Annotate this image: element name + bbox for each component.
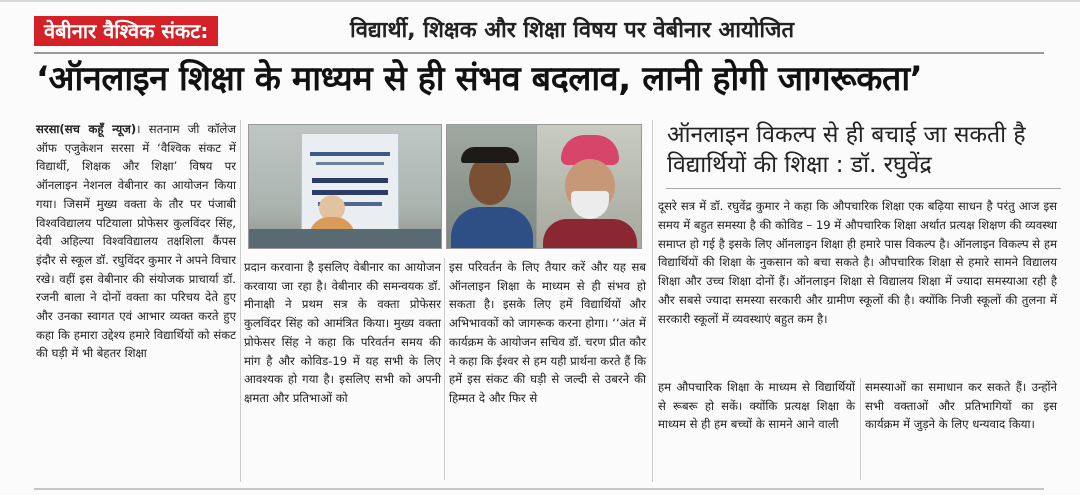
subheadline: विद्यार्थी, शिक्षक और शिक्षा विषय पर वेबीनार आयोजित — [350, 18, 794, 43]
column-divider — [860, 378, 861, 480]
column-divider — [240, 120, 241, 482]
video-participant-1 — [446, 124, 537, 249]
article-column-3: इस परिवर्तन के लिए तैयार करें और यह सब ऑनलाइन शिक्षा के माध्यम से ही संभव हो सकता है। इसके लिए हमें विद्यार्थियों और अभिभावकों को जागरूक करना होगा। ‘‘अंत में कार्यक्रम के आयोजन सचिव डॉ. चरण प्रीत कौर ने कहा कि ईश्वर से हम यही प्रार्थना करते हैं कि हमें इस संकट की घड़ी से जल्दी से उबरने की हिम्मत दे और फिर से — [449, 260, 646, 405]
main-headline: ‘ऑनलाइन शिक्षा के माध्यम से ही संभव बदलाव, लानी होगी जागरूकता’ — [36, 59, 923, 99]
kicker-label: वेबीनार वैश्विक संकट: — [34, 16, 218, 46]
webinar-screenshot-slide — [248, 124, 442, 249]
article-column-5: समस्याओं का समाधान कर सकते हैं। उन्होंने सभी वक्ताओं और प्रतिभागियों का इस कार्यक्रम में जुड़ने के लिए धन्यवाद किया। — [865, 380, 1057, 432]
participant-coat — [543, 219, 637, 248]
header-divider — [34, 52, 1044, 54]
stage-table — [249, 229, 441, 248]
top-border — [0, 0, 1080, 2]
beard — [571, 191, 609, 219]
participant-hair — [461, 147, 519, 163]
sidebar-headline: ऑनलाइन विकल्प से ही बचाई जा सकती है विद्यार्थियों की शिक्षा : डॉ. रघुवेंद्र — [667, 122, 1026, 178]
sidebar-rule — [666, 188, 1061, 189]
article-text-1: । सतनाम जी कॉलेज ऑफ एजुकेशन सरसा में ‘वैश्विक संकट में विद्यार्थी, शिक्षक और शिक्षा’ विषय पर ऑनलाइन नेशनल वेबीनार का आयोजन किया गया। जिसमें मुख्य वक्ता के तौर पर पंजाबी विश्वविद्यालय पटियाला प्रोफेसर कुलविंदर सिंह, देवी अहिल्या विश्वविद्यालय तक्षशिला कैंपस इंदौर से स्कूल डॉ. रघुविंदर कुमार ने अपने विचार रखे। वहीं इस वेबीनार की संयोजक प्राचार्या डॉ. रजनी बाला ने दोनों वक्ता का परिचय देते हुए और उनका स्वागत एवं आभार व्यक्त करते हुए कहा कि हमारा उद्देश्य हमारे विद्यार्थियों को संकट की घड़ी में भी बेहतर शिक्षा — [36, 122, 236, 361]
sidebar-body: दूसरे सत्र में डॉ. रघुवेंद्र कुमार ने कहा कि औपचारिक शिक्षा एक बढ़िया साधन है परंतु आज इस समय में बहुत समस्या है की कोविड – 19 में औपचारिक शिक्षा अर्थात प्रत्यक्ष शिक्षण की व्यवस्था समाप्त हो गई है इसके लिए ऑनलाइन शिक्षा ही हमारे पास विकल्प है। ऑनलाइन विकल्प से हम विद्यार्थियों की शिक्षा के नुकसान को बचा सकते है। औपचारिक शिक्षा से हमारे सामने विद्यालय शिक्षा और उच्च शिक्षा दोनों हैं। ऑनलाइन शिक्षा से विद्यालय शिक्षा में ज्यादा समस्याआ रही है और सबसे ज्यादा समस्या सरकारी और ग्रामीण स्कूलों की है। क्योंकि निजी स्कूलों की तुलना में सरकारी स्कूलों में व्यवस्थाएं बहुत कम है। — [658, 199, 1057, 326]
article-column-2: प्रदान करवाना है इसलिए वेबीनार का आयोजन करवाया जा रहा है। वेबीनार की समन्वयक डॉ. मीनाक्षी ने प्रथम सत्र के वक्ता प्रोफेसर कुलविंदर सिंह को आमंत्रित किया। मुख्य वक्ता प्रोफेसर सिंह ने कहा कि परिवर्तन समय की मांग है और कोविड-19 में यह सभी के लिए आवश्यक हो गया है। इसलिए सभी को अपनी क्षमता और प्रतिभाओं को — [244, 260, 441, 405]
article-column-4: हम औपचारिक शिक्षा के माध्यम से विद्यार्थियों से रूबरू हो सकें। क्योंकि प्रत्यक्ष शिक्षा के माध्यम से ही हम बच्चों के सामने आने वाली — [658, 380, 855, 432]
sidebar-divider — [652, 120, 653, 482]
dateline: सरसा(सच कहूँ न्यूज) — [36, 122, 137, 136]
participant-shirt — [451, 207, 533, 248]
video-participant-2 — [536, 124, 642, 249]
article-column-1 — [36, 120, 236, 480]
bottom-border — [34, 488, 1044, 490]
column-divider — [444, 258, 445, 480]
